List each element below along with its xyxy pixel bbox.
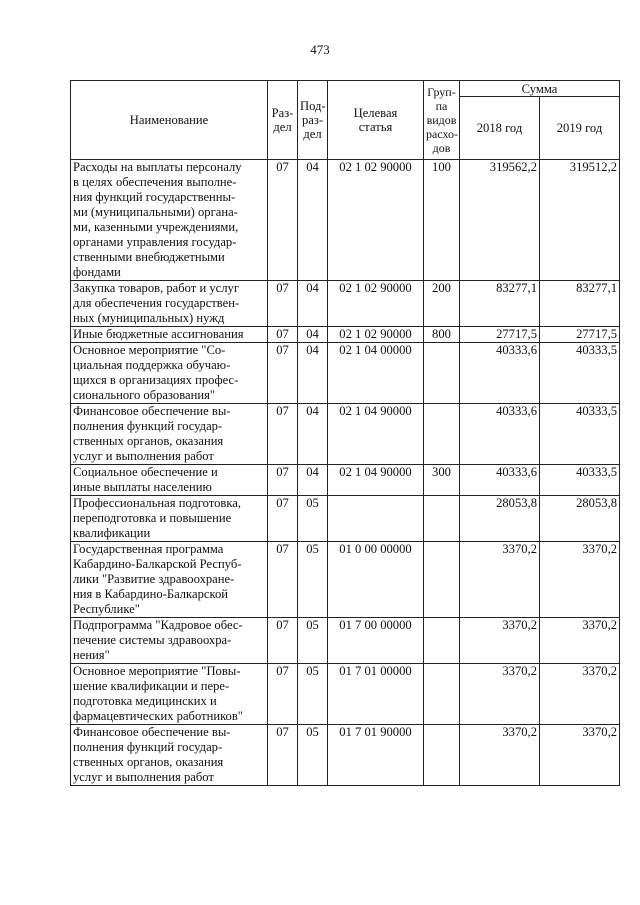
row-name: Подпрограмма "Кадровое обес- печение системы здравоохра- нения": [71, 618, 268, 664]
row-section: 07: [268, 327, 298, 343]
row-expense-group: 200: [424, 281, 460, 327]
row-section: 07: [268, 343, 298, 404]
row-target: 02 1 02 90000: [328, 160, 424, 281]
table-row: [71, 725, 620, 786]
row-subsection: 05: [298, 725, 328, 786]
row-name: Социальное обеспечение и иные выплаты населению: [71, 465, 268, 496]
row-expense-group: 800: [424, 327, 460, 343]
row-target: 02 1 04 90000: [328, 404, 424, 465]
row-subsection: 05: [298, 618, 328, 664]
row-subsection: 04: [298, 281, 328, 327]
row-sum-2018: 3370,2: [460, 725, 540, 786]
row-section: 07: [268, 542, 298, 618]
header-subsection: Под- раз- дел: [298, 81, 328, 160]
row-sum-2019: 40333,5: [540, 404, 620, 465]
row-name: Финансовое обеспечение вы- полнения функций государ- ственных органов, оказания услуг и выполнения работ: [71, 725, 268, 786]
row-subsection: 05: [298, 496, 328, 542]
row-sum-2018: 40333,6: [460, 404, 540, 465]
row-sum-2019: 28053,8: [540, 496, 620, 542]
budget-table: [70, 80, 620, 786]
table-row: [71, 618, 620, 664]
table-row: [71, 496, 620, 542]
row-target: 01 7 00 00000: [328, 618, 424, 664]
row-section: 07: [268, 465, 298, 496]
row-section: 07: [268, 404, 298, 465]
row-section: 07: [268, 725, 298, 786]
row-sum-2019: 3370,2: [540, 664, 620, 725]
table-row: [71, 542, 620, 618]
row-expense-group: 100: [424, 160, 460, 281]
header-name: Наименование: [71, 81, 268, 160]
row-name: Государственная программа Кабардино-Балкарской Респуб- лики "Развитие здравоохране- ния в Кабардино-Балкарской Республике": [71, 542, 268, 618]
table-row: [71, 160, 620, 281]
row-sum-2019: 27717,5: [540, 327, 620, 343]
table-row: [71, 327, 620, 343]
row-expense-group: [424, 542, 460, 618]
row-sum-2019: 3370,2: [540, 542, 620, 618]
row-expense-group: [424, 496, 460, 542]
row-subsection: 04: [298, 160, 328, 281]
row-section: 07: [268, 160, 298, 281]
header-section: Раз- дел: [268, 81, 298, 160]
row-name: Закупка товаров, работ и услуг для обеспечения государствен- ных (муниципальных) нужд: [71, 281, 268, 327]
table-row: [71, 664, 620, 725]
row-sum-2018: 3370,2: [460, 664, 540, 725]
row-name: Основное мероприятие "Повы- шение квалификации и пере- подготовка медицинских и фармацевтических работников": [71, 664, 268, 725]
table-row: [71, 465, 620, 496]
row-name: Расходы на выплаты персоналу в целях обеспечения выполне- ния функций государственны- ми (муниципальными) органа- ми, казенными учреждениями, органами управления государ- ственными внебюджетными фондами: [71, 160, 268, 281]
row-subsection: 04: [298, 327, 328, 343]
row-sum-2019: 40333,5: [540, 343, 620, 404]
row-name: Основное мероприятие "Со- циальная поддержка обучаю- щихся в организациях профес- сионального образования": [71, 343, 268, 404]
header-year-2019: 2019 год: [540, 97, 620, 160]
row-target: [328, 496, 424, 542]
row-subsection: 04: [298, 404, 328, 465]
row-expense-group: [424, 404, 460, 465]
header-year-2018: 2018 год: [460, 97, 540, 160]
header-sum: Сумма: [460, 81, 620, 97]
row-section: 07: [268, 664, 298, 725]
header-expense-group: Груп- па видов расхо- дов: [424, 81, 460, 160]
row-sum-2018: 27717,5: [460, 327, 540, 343]
row-sum-2019: 319512,2: [540, 160, 620, 281]
row-section: 07: [268, 496, 298, 542]
row-expense-group: [424, 618, 460, 664]
row-target: 02 1 04 90000: [328, 465, 424, 496]
row-subsection: 04: [298, 465, 328, 496]
row-target: 02 1 02 90000: [328, 327, 424, 343]
table-row: [71, 404, 620, 465]
table-row: [71, 281, 620, 327]
row-target: 01 7 01 00000: [328, 664, 424, 725]
row-sum-2018: 40333,6: [460, 465, 540, 496]
row-name: Профессиональная подготовка, переподготовка и повышение квалификации: [71, 496, 268, 542]
row-expense-group: [424, 725, 460, 786]
row-sum-2019: 40333,5: [540, 465, 620, 496]
row-name: Иные бюджетные ассигнования: [71, 327, 268, 343]
row-sum-2018: 28053,8: [460, 496, 540, 542]
row-sum-2018: 83277,1: [460, 281, 540, 327]
row-sum-2018: 40333,6: [460, 343, 540, 404]
row-sum-2019: 3370,2: [540, 725, 620, 786]
row-sum-2019: 83277,1: [540, 281, 620, 327]
row-sum-2018: 3370,2: [460, 542, 540, 618]
row-expense-group: 300: [424, 465, 460, 496]
row-subsection: 05: [298, 664, 328, 725]
page-number: 473: [310, 42, 330, 57]
row-expense-group: [424, 664, 460, 725]
table-row: [71, 343, 620, 404]
row-sum-2019: 3370,2: [540, 618, 620, 664]
header-target: Целевая статья: [328, 81, 424, 160]
row-target: 02 1 04 00000: [328, 343, 424, 404]
row-target: 01 0 00 00000: [328, 542, 424, 618]
row-name: Финансовое обеспечение вы- полнения функций государ- ственных органов, оказания услуг и выполнения работ: [71, 404, 268, 465]
row-subsection: 05: [298, 542, 328, 618]
row-target: 02 1 02 90000: [328, 281, 424, 327]
row-subsection: 04: [298, 343, 328, 404]
row-target: 01 7 01 90000: [328, 725, 424, 786]
row-expense-group: [424, 343, 460, 404]
row-section: 07: [268, 281, 298, 327]
row-sum-2018: 3370,2: [460, 618, 540, 664]
row-sum-2018: 319562,2: [460, 160, 540, 281]
row-section: 07: [268, 618, 298, 664]
